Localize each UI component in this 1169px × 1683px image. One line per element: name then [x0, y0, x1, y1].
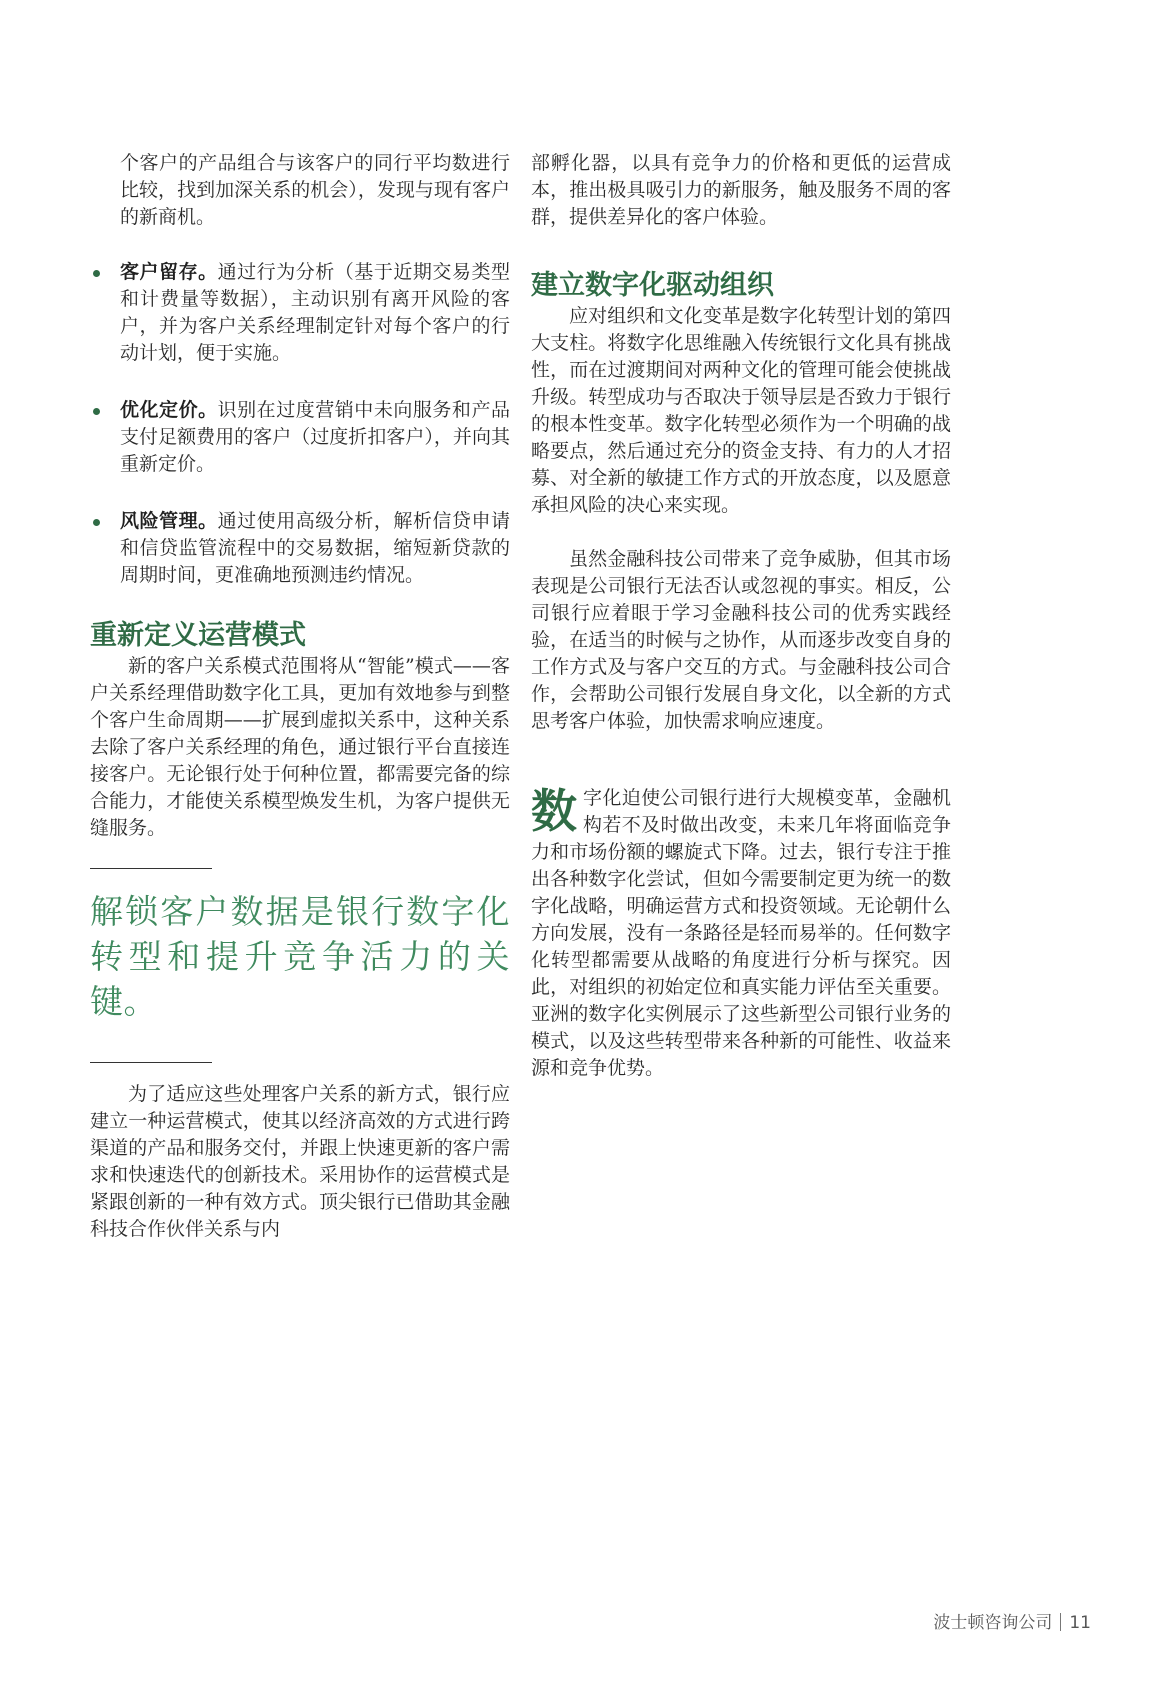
dropcap-letter: 数: [531, 784, 577, 838]
bullet-item-pricing: [90, 397, 510, 478]
bullet-term: 优化定价。: [120, 399, 218, 421]
bullet-list: [90, 259, 510, 589]
bullet-text: 识别在过度营销中未向服务和产品支付足额费用的客户（过度折扣客户），并向其重新定价。: [120, 399, 510, 475]
page-footer: [933, 1608, 1091, 1633]
digital-organization-paragraph-2: 虽然金融科技公司带来了竞争威胁，但其市场表现是公司银行无法否认或忽视的事实。相反，公司银行应着眼于学习金融科技公司的优秀实践经验，在适当的时候与之协作，从而逐步改变自身的工作方式及与客户交互的方式。与金融科技公司合作，会帮助公司银行发展自身文化，以全新的方式思考客户体验，加快需求响应速度。: [531, 548, 951, 732]
bullet-dot-icon: [93, 408, 100, 415]
quote-top-divider: [90, 868, 212, 869]
left-intro-paragraph: 个客户的产品组合与该客户的同行平均数进行比较，找到加深关系的机会），发现与现有客户的新商机。: [120, 152, 510, 228]
bullet-term: 客户留存。: [120, 261, 218, 283]
right-column: [531, 150, 951, 1082]
digital-organization-paragraph-1: 应对组织和文化变革是数字化转型计划的第四大支柱。将数字化思维融入传统银行文化具有挑战性，而在过渡期间对两种文化的管理可能会使挑战升级。转型成功与否取决于领导层是否致力于银行的根本性变革。数字化转型必须作为一个明确的战略要点，然后通过充分的资金支持、有力的人才招募、对全新的敏捷工作方式的开放态度，以及愿意承担风险的决心来实现。: [531, 305, 951, 516]
bullet-item-customer-retention: [90, 259, 510, 367]
page-number: 11: [1069, 1613, 1091, 1633]
quote-bottom-divider: [90, 1062, 212, 1063]
left-column: [90, 150, 510, 1243]
section-heading-digital-organization: 建立数字化驱动组织: [531, 270, 774, 301]
bullet-term: 风险管理。: [120, 510, 218, 532]
operating-model-paragraph-2: 为了适应这些处理客户关系的新方式，银行应建立一种运营模式，使其以经济高效的方式进行跨渠道的产品和服务交付，并跟上快速更新的客户需求和快速迭代的创新技术。采用协作的运营模式是紧跟创新的一种有效方式。顶尖银行已借助其金融科技合作伙伴关系与内: [90, 1083, 510, 1240]
bullet-text: 通过使用高级分析，解析信贷申请和信贷监管流程中的交易数据，缩短新贷款的周期时间，更准确地预测违约情况。: [120, 510, 510, 586]
bullet-text: 通过行为分析（基于近期交易类型和计费量等数据），主动识别有离开风险的客户，并为客户关系经理制定针对每个客户的行动计划，便于实施。: [120, 261, 510, 364]
digital-organization-paragraph-3: 字化迫使公司银行进行大规模变革，金融机构若不及时做出改变，未来几年将面临竞争力和市场份额的螺旋式下降。过去，银行专注于推出各种数字化尝试，但如今需要制定更为统一的数字化战略，明确运营方式和投资领域。无论朝什么方向发展，没有一条路径是轻而易举的。任何数字化转型都需要从战略的角度进行分析与探究。因此，对组织的初始定位和真实能力评估至关重要。亚洲的数字化实例展示了这些新型公司银行业务的模式，以及这些转型带来各种新的可能性、收益来源和竞争优势。: [531, 787, 951, 1079]
dropcap-paragraph-block: [531, 785, 951, 1082]
footer-company: 波士顿咨询公司: [933, 1613, 1053, 1633]
bullet-dot-icon: [93, 270, 100, 277]
right-intro-paragraph: 部孵化器，以具有竞争力的价格和更低的运营成本，推出极具吸引力的新服务，触及服务不周的客群，提供差异化的客户体验。: [531, 152, 951, 228]
bullet-item-risk: [90, 508, 510, 589]
section-heading-operating-model: 重新定义运营模式: [90, 620, 306, 651]
operating-model-paragraph: 新的客户关系模式范围将从“智能”模式——客户关系经理借助数字化工具，更加有效地参与到整个客户生命周期——扩展到虚拟关系中，这种关系去除了客户关系经理的角色，通过银行平台直接连接客户。无论银行处于何种位置，都需要完备的综合能力，才能使关系模型焕发生机，为客户提供无缝服务。: [90, 655, 510, 839]
pull-quote: 解锁客户数据是银行数字化转型和提升竞争活力的关键。: [90, 892, 510, 1021]
bullet-dot-icon: [93, 519, 100, 526]
footer-separator: [1060, 1613, 1061, 1631]
